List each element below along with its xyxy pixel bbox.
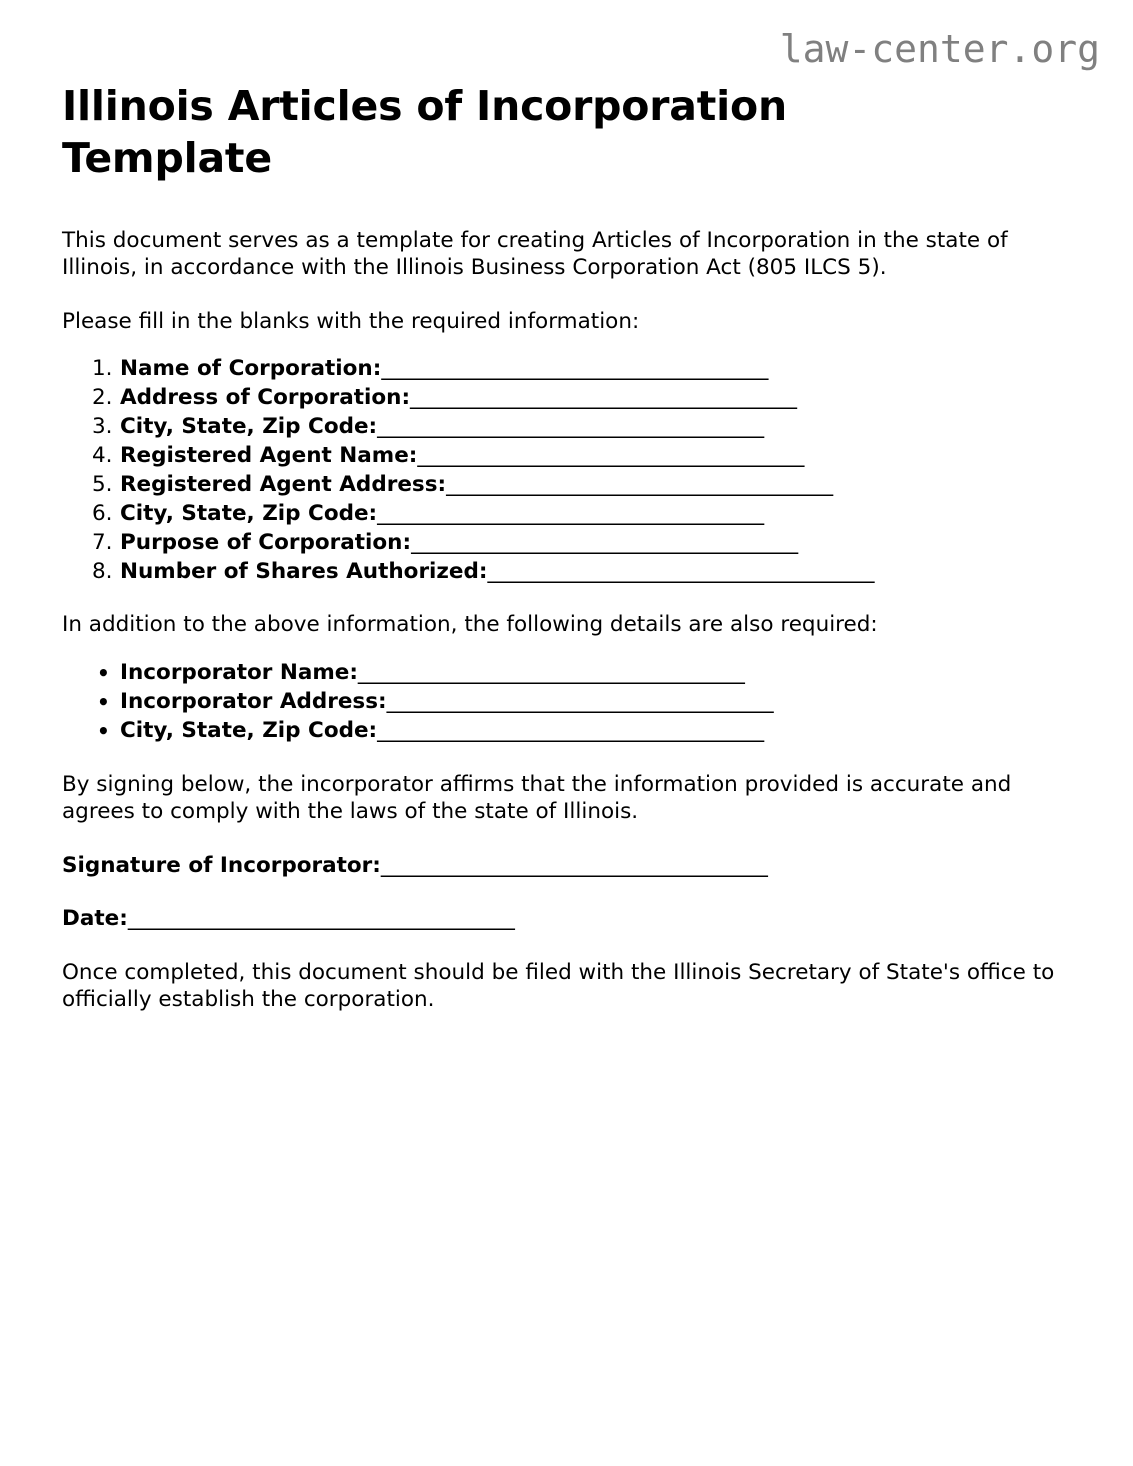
field-label: Purpose of Corporation:: [120, 529, 412, 555]
fill-in-blank[interactable]: ____________________________________: [487, 558, 875, 584]
field-label: City, State, Zip Code:: [120, 414, 378, 440]
list-item: [62, 414, 1072, 441]
list-number: 1.: [92, 356, 113, 382]
list-item: [62, 559, 1072, 586]
fill-in-blank[interactable]: ____________________________________: [386, 688, 774, 714]
required-information-list: [62, 356, 1072, 585]
field-label: Registered Agent Address:: [120, 471, 447, 497]
page-title: Illinois Articles of Incorporation Template: [62, 82, 787, 183]
field-label: City, State, Zip Code:: [120, 500, 378, 526]
fill-in-blank[interactable]: ____________________________________: [380, 852, 768, 878]
field-label: Signature of Incorporator:: [62, 852, 381, 878]
field-label: Number of Shares Authorized:: [120, 558, 488, 584]
list-item: [62, 530, 1072, 557]
fill-in-blank[interactable]: ____________________________________: [377, 500, 765, 526]
fill-in-blank[interactable]: ____________________________________: [417, 443, 805, 469]
list-item: [62, 718, 1072, 745]
affirmation-paragraph: By signing below, the incorporator affirms that the information provided is accurate and agrees to comply with the laws of the state of Illinois.: [62, 771, 1012, 825]
signature-field: [62, 852, 1072, 880]
list-number: 3.: [92, 414, 113, 440]
fill-in-blank[interactable]: ____________________________________: [381, 356, 769, 382]
list-number: 4.: [92, 443, 113, 469]
fill-in-blank[interactable]: ____________________________________: [446, 471, 834, 497]
fill-in-blank[interactable]: ____________________________________: [377, 717, 765, 743]
field-label: Incorporator Name:: [120, 660, 358, 685]
list-item: [62, 689, 1072, 716]
intro-paragraph: This document serves as a template for creating Articles of Incorporation in the state of Illinois, in accordance with the Illinois Business Corporation Act (805 ILCS 5).: [62, 227, 1008, 281]
bullet-icon: •: [97, 689, 110, 714]
list-number: 8.: [92, 558, 113, 584]
list-number: 7.: [92, 529, 113, 555]
bullet-icon: •: [97, 718, 110, 743]
fill-in-blank[interactable]: ____________________________________: [127, 906, 515, 932]
additional-details-paragraph: In addition to the above information, the following details are also required:: [62, 612, 878, 638]
site-watermark: law-center.org: [779, 27, 1100, 71]
additional-details-list: [62, 660, 1072, 745]
document-content: [62, 0, 1072, 1014]
fill-in-blank[interactable]: ____________________________________: [357, 660, 745, 685]
list-number: 2.: [92, 385, 113, 411]
list-item: [62, 385, 1072, 412]
field-label: City, State, Zip Code:: [120, 717, 378, 743]
bullet-icon: •: [97, 661, 110, 685]
field-label: Incorporator Address:: [120, 688, 387, 714]
closing-paragraph: Once completed, this document should be filed with the Illinois Secretary of State's office to officially establish the corporation.: [62, 959, 1055, 1013]
fill-in-blank[interactable]: ____________________________________: [411, 529, 799, 555]
date-field: [62, 905, 1072, 933]
fill-in-blank[interactable]: ____________________________________: [377, 414, 765, 440]
field-label: Address of Corporation:: [120, 385, 411, 411]
field-label: Name of Corporation:: [120, 356, 382, 382]
list-number: 6.: [92, 500, 113, 526]
field-label: Date:: [62, 906, 128, 932]
list-item: [62, 472, 1072, 499]
field-label: Registered Agent Name:: [120, 443, 418, 469]
list-number: 5.: [92, 471, 113, 497]
list-item: [62, 443, 1072, 470]
instruction-paragraph: Please fill in the blanks with the required information:: [62, 308, 640, 334]
fill-in-blank[interactable]: ____________________________________: [410, 385, 798, 411]
list-item: [62, 356, 1072, 383]
list-item: [62, 501, 1072, 528]
list-item: [62, 660, 1072, 687]
